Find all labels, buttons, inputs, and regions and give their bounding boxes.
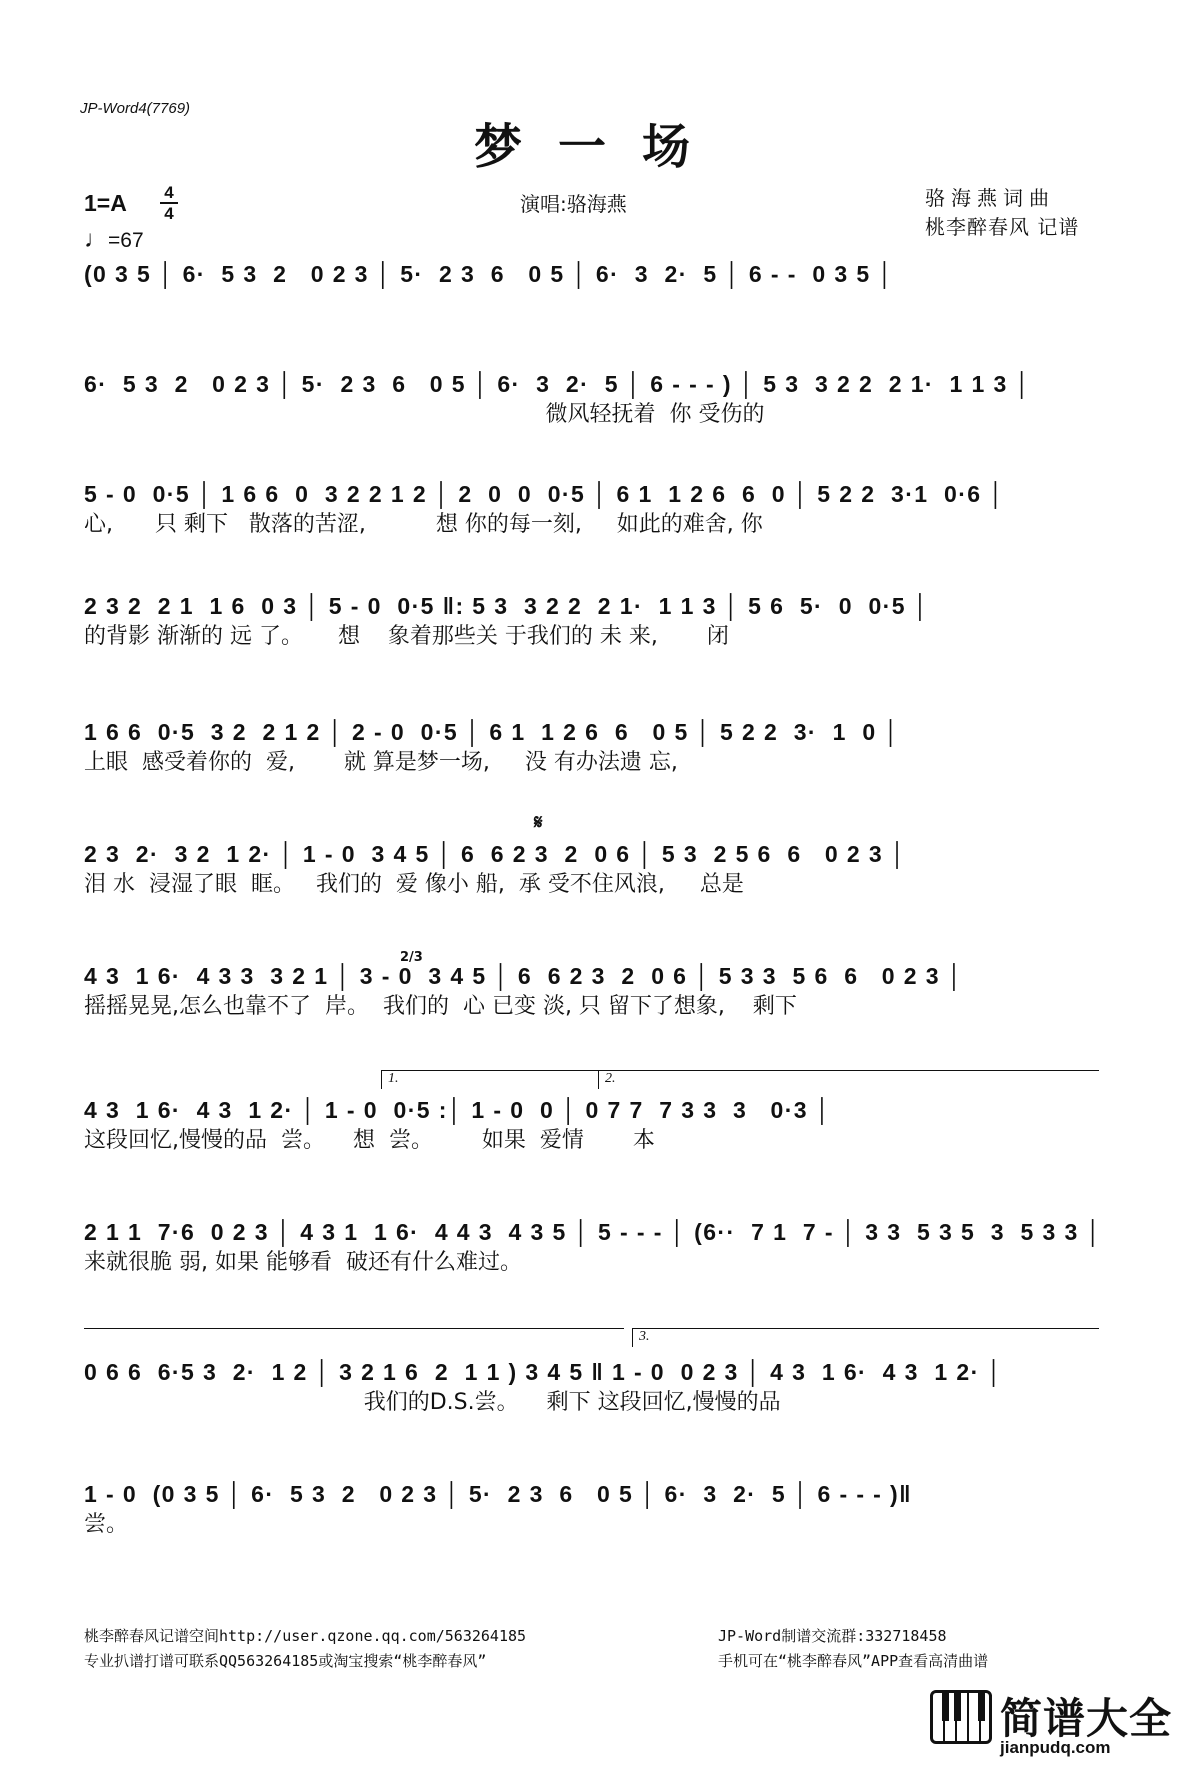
score-line xyxy=(84,590,1104,652)
lyrics-line: 尝。 xyxy=(84,1512,129,1537)
score-line xyxy=(84,1216,1104,1278)
logo-url: jianpudq.com xyxy=(1000,1738,1111,1757)
notation-line: 2 1 1 7·6 0 2 3 │ 4 3 1 1 6· 4 4 3 4 3 5 │ 5 - - - │ (6·· 7 1 7 - │ 3 3 5 3 5 3 5 3 3 │ xyxy=(84,1219,1103,1245)
lyrics-line: 来就很脆 弱, 如果 能够看 破还有什么难过。 xyxy=(84,1250,522,1275)
key-signature: 1=A xyxy=(84,190,127,216)
piano-icon xyxy=(930,1690,992,1744)
notation-line: (0 3 5 │ 6· 5 3 2 0 2 3 │ 5· 2 3 6 0 5 │ 6· 3 2· 5 │ 6 - - 0 3 5 │ xyxy=(84,261,895,287)
software-label: JP-Word4(7769) xyxy=(80,100,191,117)
score-line xyxy=(84,1094,1104,1156)
volta-2-continuation xyxy=(84,1328,624,1329)
lyrics-line: 微风轻抚着 你 受伤的 xyxy=(84,402,765,427)
notation-line: 5 - 0 0·5 │ 1 6 6 0 3 2 2 1 2 │ 2 0 0 0·5 │ 6 1 1 2 6 6 0 │ 5 2 2 3·1 0·6 │ xyxy=(84,481,1006,507)
notation-line: 6· 5 3 2 0 2 3 │ 5· 2 3 6 0 5 │ 6· 3 2· 5 │ 6 - - - ) │ 5 3 3 2 2 2 1· 1 1 3 │ xyxy=(84,371,1032,397)
lyrics-line: 泪 水 浸湿了眼 眶。 我们的 爱 像小 船, 承 受不住风浪, 总是 xyxy=(84,872,744,897)
repeat-times-mark: 2/3 xyxy=(400,950,423,965)
segno-icon: 𝄋 xyxy=(534,810,543,834)
lyrics-line: 的背影 渐渐的 远 了。 想 象着那些关 于我们的 未 来, 闭 xyxy=(84,624,729,649)
composer-credit: 骆海燕词曲 xyxy=(925,186,1055,210)
notation-line: 4 3 1 6· 4 3 1 2· │ 1 - 0 0·5 :│ 1 - 0 0 │ 0 7 7 7 3 3 3 0·3 │ xyxy=(84,1097,832,1123)
lyrics-line: 心, 只 剩下 散落的苦涩, 想 你的每一刻, 如此的难舍, 你 xyxy=(84,512,763,537)
score-line xyxy=(84,838,1104,900)
logo-text: 简谱大全 xyxy=(1000,1694,1173,1743)
song-title: 梦一场 xyxy=(473,119,726,175)
footer-group: JP-Word制谱交流群:332718458 xyxy=(718,1627,947,1645)
lyrics-line: 摇摇晃晃,怎么也靠不了 岸。 我们的 心 已变 淡, 只 留下了想象, 剩下 xyxy=(84,994,797,1019)
score-line xyxy=(84,258,1104,320)
footer-contact: 专业扒谱打谱可联系QQ563264185或淘宝搜索“桃李醉春风” xyxy=(84,1652,487,1670)
transcriber-credit: 桃李醉春风 记谱 xyxy=(925,215,1080,239)
notation-line: 0 6 6 6·5 3 2· 1 2 │ 3 2 1 6 2 1 1 ) 3 4 5 ‖ 1 - 0 0 2 3 │ 4 3 1 6· 4 3 1 2· │ xyxy=(84,1359,1004,1385)
notation-line: 2 3 2 2 1 1 6 0 3 │ 5 - 0 0·5 ‖: 5 3 3 2 2 2 1· 1 1 3 │ 5 6 5· 0 0·5 │ xyxy=(84,593,930,619)
volta-1: 1. xyxy=(381,1070,598,1089)
lyrics-line: 这段回忆,慢慢的品 尝。 想 尝。 如果 爱情 本 xyxy=(84,1128,655,1153)
notation-line: 1 - 0 (0 3 5 │ 6· 5 3 2 0 2 3 │ 5· 2 3 6 0 5 │ 6· 3 2· 5 │ 6 - - - )‖ xyxy=(84,1481,912,1507)
score-line xyxy=(84,1356,1104,1418)
tempo-value: =67 xyxy=(108,229,144,252)
footer-qzone-link[interactable]: 桃李醉春风记谱空间http://user.qzone.qq.com/563264185 xyxy=(84,1627,527,1645)
score-line xyxy=(84,716,1104,778)
quarter-note-icon: ♩ xyxy=(84,226,108,253)
score-line xyxy=(84,1478,1104,1540)
lyrics-line: 上眼 感受着你的 爱, 就 算是梦一场, 没 有办法遗 忘, xyxy=(84,750,678,775)
volta-3: 3. xyxy=(632,1328,1099,1347)
notation-line: 2 3 2· 3 2 1 2· │ 1 - 0 3 4 5 │ 6 6 2 3 2 0 6 │ 5 3 2 5 6 6 0 2 3 │ xyxy=(84,841,907,867)
time-signature-top: 4 xyxy=(164,183,174,202)
notation-line: 4 3 1 6· 4 3 3 3 2 1 │ 3 - 0 3 4 5 │ 6 6 2 3 2 0 6 │ 5 3 3 5 6 6 0 2 3 │ xyxy=(84,963,964,989)
volta-2: 2. xyxy=(598,1070,1099,1089)
singer-credit: 演唱:骆海燕 xyxy=(520,192,627,216)
time-signature xyxy=(160,184,178,222)
score-line xyxy=(84,478,1104,540)
score-line xyxy=(84,368,1104,430)
score-line xyxy=(84,960,1104,1022)
lyrics-line: 我们的D.S.尝。 剩下 这段回忆,慢慢的品 xyxy=(84,1390,781,1415)
time-signature-bottom: 4 xyxy=(164,204,174,223)
site-logo[interactable] xyxy=(930,1690,1190,1760)
notation-line: 1 6 6 0·5 3 2 2 1 2 │ 2 - 0 0·5 │ 6 1 1 2 6 6 0 5 │ 5 2 2 3· 1 0 │ xyxy=(84,719,901,745)
lyrics-line xyxy=(84,290,1104,320)
footer-app-note: 手机可在“桃李醉春风”APP查看高清曲谱 xyxy=(718,1652,989,1670)
tempo-marking xyxy=(84,226,144,254)
